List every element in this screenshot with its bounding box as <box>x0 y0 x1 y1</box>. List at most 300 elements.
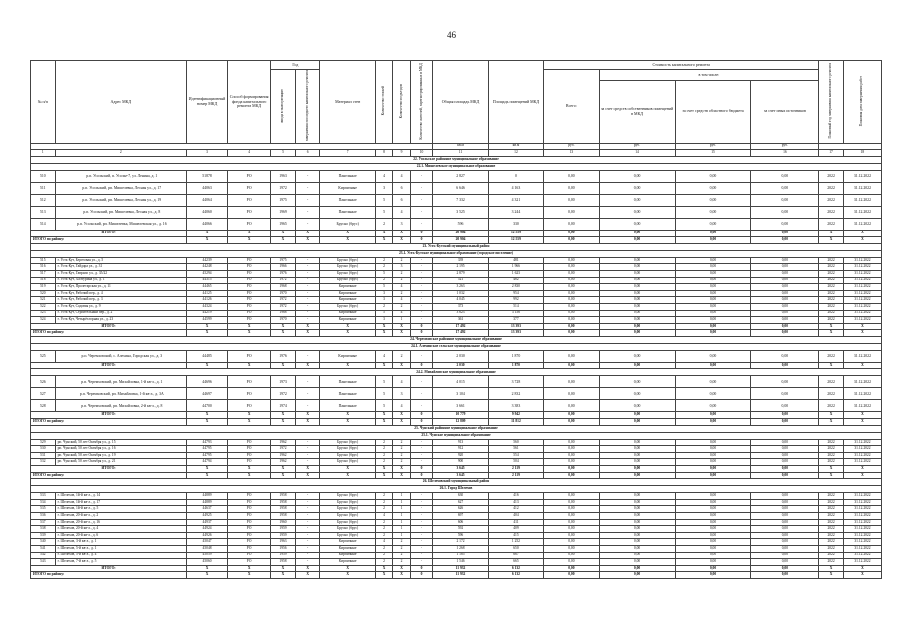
table-cell: РО <box>228 218 271 230</box>
table-cell: 413 <box>488 499 543 506</box>
table-cell: 2 <box>375 532 392 539</box>
table-cell: - <box>295 170 320 182</box>
table-cell: 0,00 <box>544 400 599 412</box>
table-cell: - <box>295 297 320 304</box>
itogo-row <box>31 466 882 473</box>
table-cell: 518 <box>31 277 56 284</box>
itogo-region-cell: X <box>271 472 296 479</box>
table-cell: 31.12.2022 <box>843 182 881 194</box>
table-cell: 44219 <box>187 310 228 317</box>
table-cell: - <box>295 303 320 310</box>
table-cell: 481 <box>488 257 543 264</box>
itogo-cell: 0,00 <box>675 565 751 572</box>
table-cell: 0,00 <box>544 446 599 453</box>
table-row <box>31 264 882 271</box>
column-number-cell: 17 <box>819 149 844 156</box>
itogo-region-cell: 11 812 <box>488 419 543 426</box>
column-number-cell: 18 <box>843 149 881 156</box>
table-cell: 0,00 <box>544 545 599 552</box>
table-cell: 1972 <box>271 388 296 400</box>
table-cell: 912 <box>433 446 488 453</box>
itogo-cell: X <box>187 362 228 369</box>
table-cell: 44794 <box>187 459 228 466</box>
itogo-cell: X <box>843 412 881 419</box>
itogo-cell: 0,00 <box>751 565 819 572</box>
table-cell: 31.12.2022 <box>843 493 881 500</box>
subsection-title-row <box>31 369 882 376</box>
table-cell: РО <box>228 284 271 291</box>
table-cell: 1976 <box>271 350 296 362</box>
itogo-cell: 3 645 <box>433 466 488 473</box>
table-cell: РО <box>228 559 271 566</box>
table-cell: 0,00 <box>751 519 819 526</box>
table-cell: - <box>410 297 433 304</box>
table-cell: 0,00 <box>751 446 819 453</box>
table-cell: РО <box>228 532 271 539</box>
itogo-cell: 20 904 <box>433 230 488 237</box>
table-cell: Кирпичные <box>320 350 375 362</box>
itogo-cell: X <box>843 466 881 473</box>
table-cell: Брусно (брус) <box>320 532 375 539</box>
table-cell: 534 <box>31 499 56 506</box>
table-cell: 1 <box>393 499 410 506</box>
table-cell: 650 <box>488 545 543 552</box>
itogo-cell: X <box>375 230 392 237</box>
itogo-region-cell: X <box>271 572 296 579</box>
table-cell: 2022 <box>819 526 844 533</box>
table-row <box>31 506 882 513</box>
table-cell: 2022 <box>819 499 844 506</box>
itogo-cell: X <box>228 362 271 369</box>
table-cell: РО <box>228 206 271 218</box>
itogo-cell: X <box>393 412 410 419</box>
table-cell: 542 <box>31 552 56 559</box>
table-cell: 2 <box>393 539 410 546</box>
itogo-cell: X <box>375 565 392 572</box>
table-cell: 3 <box>393 388 410 400</box>
subsection-title: 24.2. Михайловское муниципальное образование <box>31 369 882 376</box>
table-row <box>31 459 882 466</box>
header-year-last-repair: завершения последнего капитального ремонта <box>295 70 320 144</box>
table-cell: 3 104 <box>433 388 488 400</box>
table-cell: - <box>295 270 320 277</box>
itogo-cell: 2 119 <box>488 466 543 473</box>
table-cell: 526 <box>31 376 56 388</box>
itogo-row <box>31 565 882 572</box>
table-cell: 3 <box>393 264 410 271</box>
table-row <box>31 277 882 284</box>
table-cell: 531 <box>31 452 56 459</box>
table-cell: 0,00 <box>544 297 599 304</box>
itogo-cell: X <box>271 362 296 369</box>
table-cell: Кирпичные <box>320 297 375 304</box>
itogo-cell: 0,00 <box>544 565 599 572</box>
address-cell: рп. Чунский, 50 лет Октября ул., д. 21 <box>55 459 186 466</box>
itogo-cell: 0,00 <box>599 230 675 237</box>
column-number-cell: 13 <box>544 149 599 156</box>
table-cell: - <box>295 264 320 271</box>
table-cell: 2022 <box>819 539 844 546</box>
column-number-cell: 4 <box>228 149 271 156</box>
table-cell: 31.12.2022 <box>843 545 881 552</box>
table-cell: 2022 <box>819 400 844 412</box>
table-cell: 3 525 <box>433 206 488 218</box>
table-cell: 510 <box>31 170 56 182</box>
table-cell: 2 <box>375 493 392 500</box>
table-cell: 0,00 <box>599 539 675 546</box>
table-cell: 533 <box>31 493 56 500</box>
table-cell: 1959 <box>271 526 296 533</box>
table-cell: 1968 <box>271 284 296 291</box>
table-cell: - <box>410 388 433 400</box>
subsection-title-row <box>31 432 882 439</box>
table-cell: 2022 <box>819 506 844 513</box>
itogo-region-label: ИТОГО по району: <box>31 472 187 479</box>
table-cell: 900 <box>433 459 488 466</box>
table-cell: РО <box>228 388 271 400</box>
table-cell: 0,00 <box>544 519 599 526</box>
header-total-area: Общая площадь МКД <box>433 61 488 144</box>
table-cell: 627 <box>433 499 488 506</box>
table-cell: 0,00 <box>675 532 751 539</box>
table-cell: 31.12.2022 <box>843 526 881 533</box>
itogo-cell: X <box>187 466 228 473</box>
table-cell: РО <box>228 545 271 552</box>
table-cell: 2022 <box>819 194 844 206</box>
itogo-region-cell: X <box>819 419 844 426</box>
table-cell: Брусно (брус) <box>320 439 375 446</box>
table-cell: 592 <box>433 526 488 533</box>
table-cell: 31.12.2022 <box>843 270 881 277</box>
itogo-cell: X <box>295 323 320 330</box>
table-cell: 0,00 <box>599 284 675 291</box>
table-cell: 2 <box>393 559 410 566</box>
table-cell: Брусно (брус) <box>320 257 375 264</box>
table-cell: 0,00 <box>544 277 599 284</box>
table-cell: 514 <box>31 218 56 230</box>
itogo-cell: X <box>320 565 375 572</box>
itogo-cell: 0,00 <box>675 362 751 369</box>
subsection-title-row <box>31 163 882 170</box>
table-cell: 1969 <box>271 206 296 218</box>
table-cell: 0,00 <box>751 400 819 412</box>
itogo-cell: 0,00 <box>751 466 819 473</box>
table-cell: - <box>295 513 320 520</box>
itogo-cell: X <box>375 362 392 369</box>
section-title-row <box>31 479 882 486</box>
itogo-cell: X <box>187 230 228 237</box>
table-cell: Брусно (брус) <box>320 264 375 271</box>
itogo-cell: X <box>271 323 296 330</box>
table-cell: - <box>295 452 320 459</box>
table-cell: 0,00 <box>751 559 819 566</box>
column-number-cell: 12 <box>488 149 543 156</box>
itogo-region-cell: 0,00 <box>599 237 675 244</box>
table-cell: РО <box>228 452 271 459</box>
table-cell: 2022 <box>819 317 844 324</box>
table-cell: 2 030 <box>433 350 488 362</box>
table-cell: РО <box>228 277 271 284</box>
table-cell: 2 <box>393 277 410 284</box>
table-cell: Панельные <box>320 170 375 182</box>
itogo-region-cell: X <box>320 237 375 244</box>
table-cell: 517 <box>31 270 56 277</box>
table-cell: 5 <box>375 376 392 388</box>
table-cell: 45047 <box>187 539 228 546</box>
table-cell: - <box>410 559 433 566</box>
table-cell: 3 <box>375 182 392 194</box>
itogo-cell: X <box>843 230 881 237</box>
table-cell: 596 <box>433 532 488 539</box>
table-cell: 3 244 <box>488 206 543 218</box>
address-cell: г. Усть-Кут, Халтурина ул., д. 1 <box>55 277 186 284</box>
address-cell: г. Усть-Кут, Пролетарская ул., д. 11 <box>55 284 186 291</box>
table-cell: 0,00 <box>675 284 751 291</box>
address-cell: г. Шелехов, 1й-й кв-л., д. 17 <box>55 499 186 506</box>
table-cell: Панельные <box>320 376 375 388</box>
itogo-region-cell: X <box>393 472 410 479</box>
itogo-region-cell: X <box>228 419 271 426</box>
itogo-region-cell: X <box>375 237 392 244</box>
table-cell: 377 <box>488 317 543 324</box>
table-cell: 523 <box>31 310 56 317</box>
itogo-cell: X <box>187 412 228 419</box>
table-cell: 513 <box>31 206 56 218</box>
table-row <box>31 446 882 453</box>
table-cell: - <box>295 539 320 546</box>
table-cell: - <box>295 277 320 284</box>
table-cell: 0,00 <box>599 350 675 362</box>
column-number-cell: 5 <box>271 149 296 156</box>
itogo-region-cell: 0,00 <box>544 237 599 244</box>
table-cell: - <box>410 499 433 506</box>
table-cell: 2 <box>375 264 392 271</box>
table-cell: 2022 <box>819 545 844 552</box>
table-cell: 2 <box>393 552 410 559</box>
itogo-region-cell: 11 932 <box>433 572 488 579</box>
itogo-row <box>31 362 882 369</box>
table-cell: - <box>295 388 320 400</box>
table-cell: 1 <box>393 526 410 533</box>
table-row <box>31 388 882 400</box>
table-cell: Брусно (брус) <box>320 526 375 533</box>
table-cell: 0,00 <box>599 513 675 520</box>
address-cell: г. Усть-Кут, Гаврило ул., д. 35/22 <box>55 270 186 277</box>
table-cell: 0,00 <box>675 519 751 526</box>
table-cell: 6 <box>393 182 410 194</box>
itogo-label: ИТОГО: <box>31 323 187 330</box>
itogo-cell: 9 942 <box>488 412 543 419</box>
itogo-region-cell: 0,00 <box>544 472 599 479</box>
table-cell: 0,00 <box>751 532 819 539</box>
table-cell: 31.12.2022 <box>843 513 881 520</box>
table-cell: - <box>410 376 433 388</box>
header-entrances: Количество подъездов <box>393 61 410 144</box>
table-row <box>31 317 882 324</box>
itogo-region-cell: 0,00 <box>751 572 819 579</box>
table-cell: РО <box>228 317 271 324</box>
itogo-cell: 0 <box>410 412 433 419</box>
table-cell: 606 <box>433 519 488 526</box>
itogo-region-cell: 0,00 <box>599 572 675 579</box>
table-cell: 0,00 <box>599 559 675 566</box>
subsection-title: 24.1. Алехинское сельское муниципальное образование <box>31 343 882 350</box>
table-cell: 2 <box>393 290 410 297</box>
itogo-region-cell: X <box>375 330 392 337</box>
itogo-region-cell: 13 393 <box>488 330 543 337</box>
itogo-cell: X <box>295 565 320 572</box>
section-title-row <box>31 243 882 250</box>
table-cell: 2 <box>375 519 392 526</box>
header-num: № п/п <box>31 61 56 144</box>
itogo-region-cell: 12 559 <box>488 237 543 244</box>
table-cell: 1970 <box>271 290 296 297</box>
column-number-cell: 10 <box>410 149 433 156</box>
section-title: 23. Усть-Кутский муниципальный район <box>31 243 882 250</box>
table-cell: - <box>410 206 433 218</box>
column-number-cell: 9 <box>393 149 410 156</box>
table-cell: - <box>295 350 320 362</box>
itogo-region-cell: 0,00 <box>675 472 751 479</box>
table-cell: 0,00 <box>675 459 751 466</box>
table-cell: - <box>410 552 433 559</box>
table-cell: 31.12.2022 <box>843 257 881 264</box>
table-cell: - <box>410 519 433 526</box>
header-premises-area: Площадь помещений МКД <box>488 61 543 144</box>
header-method: Способ формирования фонда капитального ремонта МКД <box>228 61 271 144</box>
table-cell: 1958 <box>271 506 296 513</box>
itogo-region-cell: X <box>320 572 375 579</box>
itogo-region-row <box>31 472 882 479</box>
table-cell: 2 <box>375 257 392 264</box>
itogo-region-cell: X <box>295 330 320 337</box>
table-cell: 44248 <box>187 264 228 271</box>
itogo-cell: 10 779 <box>433 412 488 419</box>
table-cell: 5 <box>375 270 392 277</box>
table-cell: 2022 <box>819 446 844 453</box>
table-cell: 1 252 <box>488 539 543 546</box>
table-cell: - <box>410 452 433 459</box>
table-cell: - <box>410 170 433 182</box>
table-cell: 3 623 <box>433 310 488 317</box>
address-cell: г. Шелехов, 20-й кв-л., д. 2 <box>55 513 186 520</box>
table-cell: 0,00 <box>675 559 751 566</box>
table-cell: - <box>410 257 433 264</box>
table-cell: Брусно (брус) <box>320 506 375 513</box>
table-cell: 44066 <box>187 218 228 230</box>
table-cell: 1 <box>393 532 410 539</box>
itogo-cell: X <box>819 323 844 330</box>
table-row <box>31 519 882 526</box>
table-cell: 44637 <box>187 506 228 513</box>
itogo-region-cell: 12 809 <box>433 419 488 426</box>
table-cell: 524 <box>31 317 56 324</box>
table-cell: 31.12.2022 <box>843 297 881 304</box>
table-cell: 0,00 <box>675 218 751 230</box>
itogo-region-cell: X <box>393 237 410 244</box>
table-cell: 0,00 <box>751 284 819 291</box>
table-row <box>31 182 882 194</box>
itogo-cell: 0,00 <box>675 466 751 473</box>
table-cell: - <box>410 264 433 271</box>
table-cell: - <box>295 317 320 324</box>
itogo-region-cell: 2 119 <box>488 472 543 479</box>
address-cell: г. Шелехов, 7-й кв-л., д. 5 <box>55 559 186 566</box>
table-cell: 530 <box>31 446 56 453</box>
table-cell: 0,00 <box>599 452 675 459</box>
table-cell: Кирпичные <box>320 284 375 291</box>
table-cell: РО <box>228 350 271 362</box>
table-cell: 0,00 <box>599 376 675 388</box>
table-cell: 31.12.2022 <box>843 439 881 446</box>
table-cell: 0,00 <box>675 270 751 277</box>
subsection-title-row <box>31 250 882 257</box>
table-cell: РО <box>228 194 271 206</box>
itogo-cell: 0,00 <box>544 412 599 419</box>
table-cell: 1 268 <box>433 545 488 552</box>
itogo-cell: 0 <box>410 230 433 237</box>
table-cell: 0,00 <box>675 182 751 194</box>
table-cell: 992 <box>488 297 543 304</box>
table-cell: РО <box>228 182 271 194</box>
table-cell: 1 <box>393 519 410 526</box>
table-cell: - <box>410 317 433 324</box>
itogo-cell: 0,00 <box>599 565 675 572</box>
itogo-cell: X <box>393 565 410 572</box>
table-row <box>31 400 882 412</box>
table-cell: 0,00 <box>751 526 819 533</box>
table-cell: 1 870 <box>488 350 543 362</box>
table-row <box>31 552 882 559</box>
table-cell: 522 <box>31 303 56 310</box>
table-row <box>31 545 882 552</box>
itogo-label: ИТОГО: <box>31 362 187 369</box>
table-cell: 2 <box>393 545 410 552</box>
itogo-region-cell: X <box>187 419 228 426</box>
itogo-cell: X <box>843 565 881 572</box>
subsection-title-row <box>31 343 882 350</box>
table-cell: - <box>295 493 320 500</box>
itogo-cell: 0 <box>410 466 433 473</box>
column-number-cell: 3 <box>187 149 228 156</box>
table-cell: 31.12.2022 <box>843 532 881 539</box>
itogo-cell: X <box>187 323 228 330</box>
table-cell: РО <box>228 552 271 559</box>
table-cell: 0,00 <box>544 206 599 218</box>
table-cell: 4 <box>375 539 392 546</box>
itogo-region-cell: 0,00 <box>599 419 675 426</box>
table-cell: - <box>410 303 433 310</box>
table-cell: Панельные <box>320 206 375 218</box>
itogo-region-cell: X <box>228 472 271 479</box>
table-cell: 3 263 <box>433 284 488 291</box>
table-cell: 31.12.2022 <box>843 519 881 526</box>
table-cell: Панельные <box>320 400 375 412</box>
table-cell: 31.12.2022 <box>843 264 881 271</box>
section-title: 25. Чунский районное муниципальное образование <box>31 425 882 432</box>
table-cell: 527 <box>31 388 56 400</box>
unit-cell: руб. <box>751 143 819 149</box>
table-cell: - <box>295 526 320 533</box>
table-cell: 0,00 <box>751 376 819 388</box>
itogo-cell: X <box>320 230 375 237</box>
itogo-region-row <box>31 419 882 426</box>
table-cell: 697 <box>433 513 488 520</box>
table-cell: 2022 <box>819 182 844 194</box>
itogo-cell: X <box>228 565 271 572</box>
table-row <box>31 297 882 304</box>
address-cell: г. Шелехов, 20-й кв-л., д. 4 <box>55 526 186 533</box>
